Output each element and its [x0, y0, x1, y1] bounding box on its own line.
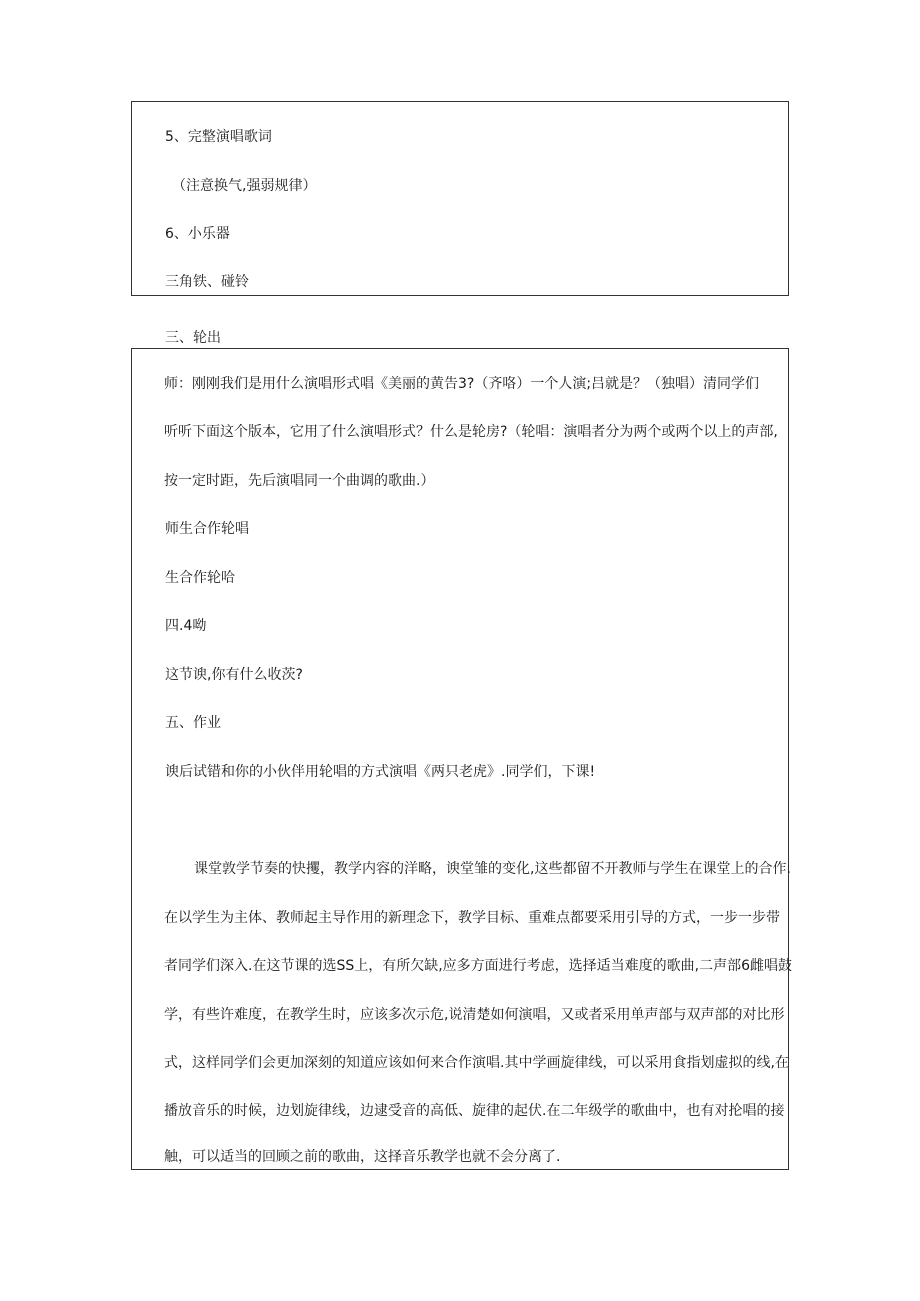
reflection-line-5: 式，这样同学们会更加深刻的知道应该如何来合作演唱.其中学画旋律线，可以采用食指划虚拟的线,在 — [164, 1055, 789, 1071]
step-6-line: 6、小乐器 — [165, 226, 230, 242]
lesson-steps-box — [131, 101, 789, 296]
lesson-content-box — [131, 348, 793, 1170]
instruments-line: 三角铁、碰铃 — [165, 274, 249, 290]
reflection-line-4: 学，有些许难度，在教学生时，应该多次示危,说清楚如何演唱，又或者采用单声部与双声部的对比形 — [164, 1007, 785, 1023]
section-heading-round: 三、轮出 — [165, 330, 221, 346]
step-5-line: 5、完整演唱歌词 — [165, 129, 272, 145]
reflection-line-1-text: 课堂敦学节奏的快攫，教学内容的洋略，谀堂雏的变化,这些都留不开教师与学生在课堂上的合作. — [194, 861, 791, 877]
teacher-question-line-1: 师：刚刚我们是用什么演唱形式唱《美丽的黄告3?（齐咯）一个人演;吕就是？（独唱）清同学们 — [164, 376, 760, 392]
reflection-line-2: 在以学生为主体、教师起主导作用的新理念下，教学目标、重难点都要采用引导的方式，一步一步带 — [164, 910, 780, 926]
homework-detail-line: 谀后试错和你的小伙伴用轮唱的方式演唱《两只老虎》.同学们，下课! — [165, 764, 596, 780]
homework-heading-line: 五、作业 — [165, 715, 221, 731]
harvest-question-line: 这节谀,你有什么收茨? — [165, 667, 303, 683]
reflection-line-7: 触，可以适当的回顾之前的歌曲，这择音乐教学也就不会分离了. — [164, 1149, 561, 1165]
teacher-question-line-3: 按一定时距，先后演唱同一个曲调的歌曲.） — [164, 473, 435, 489]
reflection-line-1 — [164, 859, 791, 879]
section-four-line: 四.4呦 — [165, 618, 207, 634]
reflection-line-6: 播放音乐的时候，边划旋律线，边逮受音的高低、旋律的起伏.在二年级学的歌曲中，也有对抡唱的接 — [164, 1103, 785, 1119]
teacher-question-line-2: 听听下面这个版本，它用了什么演唱形式？什么是轮房?（轮唱：演唱者分为两个或两个以上的声部, — [164, 424, 778, 440]
student-round-line: 生合作轮哈 — [165, 570, 235, 586]
teacher-student-round-line: 师生合作轮唱 — [165, 521, 249, 537]
step-5-note-line: （注意换气,强弱规律） — [172, 178, 317, 194]
reflection-line-3: 者同学们深入.在这节课的选SS上，有所欠缺,应多方面进行考虑，选择适当难度的歌曲,二声部6雌唱鼓 — [164, 958, 793, 974]
